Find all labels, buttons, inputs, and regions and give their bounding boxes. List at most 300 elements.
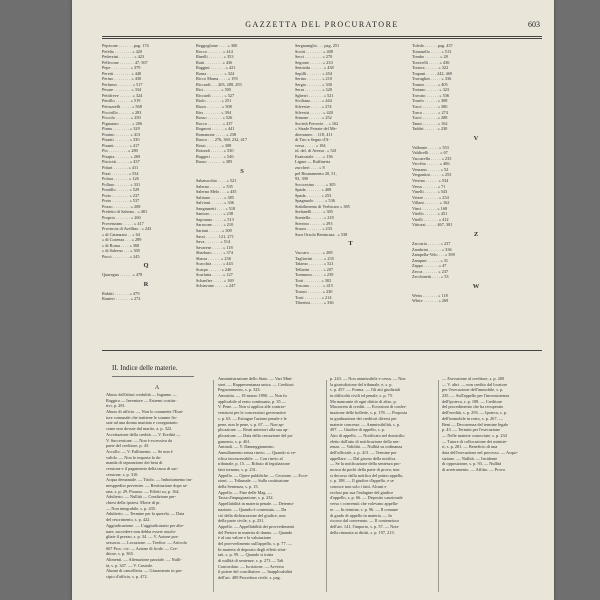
page-header bbox=[102, 20, 542, 34]
index-entry: Tosti . . . . . . . . » 214 bbox=[295, 294, 332, 300]
materie-line: — Esecuzione al creditore, s. p. 200 bbox=[442, 376, 505, 381]
materie-line: Appellabilità in materia penale. — Determi- bbox=[218, 501, 295, 507]
materie-column-2 bbox=[218, 376, 322, 594]
materie-line: cessione e il pagamento della tassa di suc- bbox=[106, 465, 179, 471]
letter-heading: S bbox=[240, 168, 244, 176]
materie-line: del rescrimento, s. p. 422. bbox=[106, 517, 151, 523]
index-entry: Vitelli . . . . . . . » 412 bbox=[412, 216, 449, 222]
materie-line: di grado di appello in materia. — In bbox=[330, 512, 392, 518]
index-entry: Soccorsino . . . . . » 305 bbox=[295, 181, 336, 187]
materie-line: Adulterio. — Nullità — Condizione per- bbox=[106, 494, 177, 500]
materie-line: mazione delle bollette, s. p. 178. — Proposta bbox=[330, 410, 408, 416]
index-entry: Taddei . . . . . . » 230 bbox=[412, 126, 448, 132]
index-entry: Silvestri . . . . . . » 420 bbox=[295, 109, 333, 115]
materie-line: Acqua demaniale. — Titolo. — Imbottamento im- bbox=[106, 477, 193, 483]
index-entry: Romanone . . . . . » 238 bbox=[196, 131, 237, 137]
materie-line: sessoria. — Locazione. — Tredice. — Articolo bbox=[106, 539, 188, 545]
index-entry: Piccolo . . . . . . . » 250 bbox=[102, 115, 141, 121]
index-entry: Toledo . . . . . . pag. 437 bbox=[412, 43, 453, 48]
materie-line: — Tutore di collocazione dei ministe- bbox=[442, 438, 508, 444]
index-entry: Semioda . . . . . . » 438 bbox=[295, 65, 334, 71]
materie-line: Alimenti. — Alienazione parziale. — Nulli- bbox=[106, 556, 182, 562]
index-entry: Villani . . . . . . . » 162 bbox=[412, 200, 450, 206]
materie-line: tore comunale che trattiene le somme fis- bbox=[106, 414, 178, 420]
index-entry: Pollaro . . . . . . . » 331 bbox=[102, 181, 141, 187]
index-entry: Zecchinetti . . . . » 53 bbox=[412, 274, 449, 280]
index-entry: Sava . . . . . . . » 514 bbox=[196, 239, 231, 245]
index-entry: Quaregna . . . . . . » 478 bbox=[102, 272, 143, 278]
materie-column-3 bbox=[330, 376, 434, 594]
letter-heading: A bbox=[154, 385, 160, 391]
index-entry: Vetere . . . . . . . » 254 bbox=[412, 194, 449, 200]
materie-line: Abuso dell'altrui credulità — Inganno — bbox=[106, 392, 177, 397]
index-entry: Turco . . . . . . . » 274 bbox=[412, 109, 448, 115]
materie-line: si decorso dalla notifica del primo appello, bbox=[330, 472, 404, 478]
materie-line: la giurisdizione del tribunale, e, s. p. bbox=[330, 381, 393, 387]
index-entry: Rizzo . . . . . . . » 508 bbox=[196, 104, 232, 110]
index-entry: Vittozzi . . . . . 467, 381 bbox=[412, 222, 453, 228]
index-entry: Tucci . . . . . . . » 288 bbox=[412, 115, 448, 121]
materie-line: gliate il prezzo, s. p. 34. — V. Azione pos- bbox=[106, 534, 179, 540]
materie-line: dell'ufficiale, s. p. 413. — Termine per bbox=[330, 449, 397, 455]
index-entry: Sbarbaro . . . . . » 374 bbox=[196, 250, 233, 256]
materie-line: applicabile al reato continuato, p. 35 — bbox=[218, 398, 287, 404]
index-entry: Rotondi . . . . . . » 530 bbox=[196, 148, 234, 154]
index-entry: Tomasello . . . . . » 513 bbox=[412, 48, 452, 54]
letter-heading: R bbox=[143, 280, 149, 288]
index-entry: Travaglini . . . . . » 336 bbox=[412, 76, 452, 82]
materie-line: fatti tornano, s. p. 231. bbox=[218, 467, 257, 472]
index-entry: » di Roma . . . . » 368 bbox=[102, 242, 140, 248]
column-divider bbox=[438, 380, 439, 592]
index-entry: Siciliano . . . . . » 444 bbox=[295, 98, 332, 104]
index-entry: Petrillo . . . . . . . » 519 bbox=[102, 98, 141, 104]
index-entry: Prefetto di Salerno . » 481 bbox=[102, 209, 148, 215]
name-index-column-3 bbox=[295, 43, 406, 343]
name-index-column-4 bbox=[412, 43, 540, 343]
materie-line: rifica inconcessibile. — Con rinvio al bbox=[218, 455, 283, 461]
index-entry: Polara . . . . . . . » 126 bbox=[102, 176, 139, 182]
materie-line: tribunale, p. 15. — Rifiuto di legislazione bbox=[218, 461, 290, 467]
letter-heading: Z bbox=[473, 230, 479, 238]
materie-line: Concordato. — Iscrizione. — Avverso bbox=[218, 563, 285, 569]
materie-line: cessione, s. p. 310. bbox=[106, 471, 139, 477]
index-entry: Ranieri . . . . . . . » 272 bbox=[102, 296, 141, 302]
materie-line: tenza. — Validità. — Nullità su ordinanza bbox=[330, 444, 403, 450]
materie-line: Amnistia. — 18 marzo 1890. — Non fu bbox=[218, 393, 287, 399]
materie-line: Alunni di cancelleria. — Giuramento in pro- bbox=[106, 568, 183, 574]
materie-line: Ma mancante di ogni diritto di altro, p. bbox=[330, 398, 397, 404]
materie-line: V. Pene. — Non si applica alle contrav- bbox=[218, 404, 287, 410]
index-entry: Riccardi . . . 203, 288, 293 bbox=[196, 81, 242, 87]
materie-line: pene, non le pene, s. p. 67. — Non ap- bbox=[218, 421, 285, 427]
index-entry: Weiss . . . . . . . » 118 bbox=[412, 292, 448, 298]
index-entry: Spada . . . . . . . » 253 bbox=[295, 192, 332, 198]
index-entry: Piccirillo . . . . . . » 283 bbox=[102, 109, 142, 115]
index-entry: Ruoco . . . 276, 369, 232, 417 bbox=[196, 137, 247, 143]
index-entry: Sergio . . . . . . . » 330 bbox=[295, 81, 332, 87]
index-entry: Vaccaro . . . . . . » 208 bbox=[295, 250, 333, 256]
materie-line: — Non integrabile, s. p. 435. bbox=[106, 505, 157, 511]
index-entry: Pittari . . . . . . . » 411 bbox=[102, 165, 139, 171]
materie-line: Beni — Decorrenza del termine legale bbox=[442, 421, 509, 427]
materie-line: parte del creditore, p. 43. bbox=[106, 443, 150, 449]
index-entry: Rinelli . . . . . . . » 353 bbox=[196, 54, 234, 60]
materie-line: Appello. — Appellabilità dei provvedimenti bbox=[218, 523, 295, 529]
index-entry: Ruggeri . . . . . . » 546 bbox=[196, 153, 234, 159]
index-entry: Rici . . . . . . . . » 505 bbox=[196, 87, 232, 93]
index-entry: Pignataro . . . . . . » 206 bbox=[102, 120, 143, 126]
materie-line: di nullità di sentenze, s. p. 273 — Tali bbox=[218, 558, 284, 563]
materie-line: conosce non solo i fatti. Alcuni e bbox=[330, 484, 387, 490]
index-entry: Porto . . . . . . . . » 237 bbox=[102, 192, 140, 198]
materie-line: del Pretore in materia di danno. — Quando bbox=[218, 529, 293, 535]
index-entry: Tranzo . . . . . . » 405 bbox=[412, 81, 448, 87]
materie-line: Accollo. — V. Fallimento. — Se non è bbox=[106, 448, 173, 454]
materie-line: s. p. 457. — Forma. — Gli atti giudiziali bbox=[330, 387, 401, 393]
materie-line: dell'art. 489 Procedura civile, s. pag. bbox=[218, 575, 281, 581]
index-entry: Pisanù . . . . . . . » 417 bbox=[102, 142, 140, 148]
materie-line: è al suo valore e la valutazione bbox=[218, 535, 271, 541]
materie-line: valido. — Non lo importa la do- bbox=[106, 454, 162, 460]
index-entry: Zampella-Velo . . . » 398 bbox=[412, 252, 455, 258]
page-title: GAZZETTA DEL PROCURATORE bbox=[245, 20, 399, 29]
index-entry: Vaccarella . . . . . » 235 bbox=[412, 155, 452, 161]
materie-line: data dell'esecuzione nel processo. — Acqui- bbox=[442, 449, 518, 455]
column-divider bbox=[326, 380, 327, 592]
index-entry: Tommaso . . . . . » 239 bbox=[295, 272, 334, 278]
letter-heading: Q bbox=[143, 262, 149, 270]
materie-line: esclusi pur sua l'indagine del giudice bbox=[330, 489, 394, 495]
index-entry: Tagliavini . . . . . » 235 bbox=[295, 255, 334, 261]
index-entry: Tombo . . . . . . . » 28 bbox=[412, 54, 448, 60]
name-index-column-1 bbox=[102, 43, 190, 343]
index-entry: Peretti . . . . . . . . » 440 bbox=[102, 70, 142, 76]
materie-line: mesppedito pervenire. — Restituzione dopo se- bbox=[106, 483, 188, 488]
index-entry: Spada . . . . . . . » 408 bbox=[295, 187, 332, 193]
index-entry: Pontillo . . . . . . » 529 bbox=[102, 187, 140, 193]
index-entry: Società Ferrovie . . » 162 bbox=[295, 120, 339, 126]
index-entry: Pucci . . . . . . . . » 245 bbox=[102, 253, 140, 259]
index-entry: Rossi . . . . . . . » 308 bbox=[196, 142, 232, 148]
index-entry: Pozzo . . . . . . . . » 208 bbox=[102, 203, 141, 209]
index-entry: Ricco Marna . . . . » 193 bbox=[196, 76, 238, 82]
index-entry: zuccheri . . . . » 8 bbox=[295, 165, 325, 171]
index-entry: Simone . . . . . . » 252 bbox=[295, 115, 332, 121]
materie-line: zioni. — Tribunale. — Sulla costituzione bbox=[218, 478, 289, 484]
materie-line: Raggiro — Inventore — Estremi costitu- bbox=[106, 397, 177, 403]
index-entry: Porto . . . . . . . . » 537 bbox=[102, 198, 140, 204]
materie-line: V. Successione. — Non è eccessiva da bbox=[106, 437, 173, 443]
materie-line: per l'esecuzione dell'immobile, s. p. bbox=[442, 387, 504, 393]
materie-line: materie concesse. — Ammissibilità, s. p. bbox=[330, 421, 401, 427]
index-entry: Pisciotti . . . . . . » 437 bbox=[102, 159, 140, 165]
materie-line: chiesi della ipotesi. Morte di pi. bbox=[106, 500, 161, 506]
page-number: 603 bbox=[528, 20, 540, 29]
index-entry: Valbonte . . . . . » 553 bbox=[412, 144, 449, 150]
index-entry: Santoro . . . . . . » 238 bbox=[196, 211, 233, 217]
index-entry: Provincia di Avellino . » 243 bbox=[102, 226, 152, 232]
materie-line: eletto dall'atto di notificazione della sen- bbox=[330, 438, 400, 444]
index-entry: Serino . . . . . . . » 210 bbox=[295, 76, 332, 82]
materie-line: Macrorem di crediti. — Eccezioni di confer- bbox=[330, 404, 407, 410]
index-entry: Scotti . . . . . . . . » 408 bbox=[295, 48, 333, 54]
index-entry: versa . . . . . » 184 bbox=[295, 142, 326, 148]
index-entry: Pisapia . . . . . . . » 269 bbox=[102, 153, 141, 159]
index-entry: Secci . . . . . . . . » 270 bbox=[295, 54, 333, 60]
index-entry: Sabatucchio . . . . » 521 bbox=[196, 178, 237, 184]
index-entry: Petruzzelli . . . . . » 568 bbox=[102, 104, 142, 110]
materie-line: di arretramento. — Affitto. — Prova bbox=[442, 467, 505, 472]
index-entry: 93, 390 bbox=[295, 176, 308, 182]
materie-line: Appello. — Fine delle Mag. — bbox=[218, 489, 272, 495]
materie-line: nare, succedere non debba essere assolo- bbox=[106, 528, 177, 534]
index-entry: Proprio . . . . . . . » 260 bbox=[102, 214, 141, 220]
index-entry: Schiavone . . . . . » 247 bbox=[196, 283, 236, 289]
index-entry: Riccardi . . . . . . » 527 bbox=[196, 92, 235, 98]
materie-line: re. — In termine, s. p. 96. — Il comune bbox=[330, 506, 399, 512]
materie-line: Aggiudicazione. — L'aggiudicatario per alie- bbox=[106, 522, 184, 528]
materie-line: — V. altri. — non credito dal locatore bbox=[442, 381, 508, 387]
materie-line: della Sentenza, s. p. 15. bbox=[218, 484, 259, 490]
index-entry: Perino . . . . . . . . » 430 bbox=[102, 76, 142, 82]
index-entry: Pellecone . . . . . . . 47, 567 bbox=[102, 59, 148, 65]
index-entry: Trovato . . . . . . » 536 bbox=[412, 92, 450, 98]
index-entry: Savarese . . . . . » 118 bbox=[196, 244, 233, 250]
index-entry: Tucci . . . . . . . » 380 bbox=[412, 104, 448, 110]
index-entry: Vitello . . . . . . » 451 bbox=[412, 211, 448, 217]
index-entry: Zampini . . . . . . » 31 bbox=[412, 257, 449, 263]
index-entry: » di Salerno . . . » 305 bbox=[102, 248, 140, 254]
index-entry: Sbarra . . . . . . » 236 bbox=[196, 255, 231, 261]
index-entry: Stefanelli . . . . . » 305 bbox=[295, 209, 333, 215]
index-entry: Scarfatta . . . . . » 127 bbox=[196, 272, 233, 278]
index-entry: Vinci . . . . . . . » 168 bbox=[412, 205, 448, 211]
index-entry: Reggoglione . . . . » 300 bbox=[196, 43, 238, 48]
materie-column-1 bbox=[106, 384, 208, 594]
index-entry: Pefelio . . . . . . . . » 420 bbox=[102, 48, 143, 54]
materie-line: plicazione. — Data della cessazione del pa- bbox=[218, 432, 294, 438]
materie-line: verso i convenuti che volevano appella- bbox=[330, 501, 399, 507]
index-entry: Zecca . . . . . . . » 237 bbox=[412, 268, 449, 274]
name-index-column-2 bbox=[196, 43, 288, 343]
index-entry: Tibertini . . . . . . » 336 bbox=[295, 300, 334, 306]
index-entry: Suor Orsola Benincasa . » 538 bbox=[295, 231, 348, 237]
column-divider bbox=[213, 380, 214, 592]
materie-line: in graduazione dei creditori diversi per bbox=[330, 415, 397, 421]
materie-line: Abuso di ufficio. — Non lo commette l'Esat- bbox=[106, 409, 184, 415]
index-entry: Pepe . . . . . . . . . » 379 bbox=[102, 65, 141, 71]
index-entry: id. del. di Aversa . » 541 bbox=[295, 148, 337, 154]
index-entry: Esattoriale . . . . » 136 bbox=[295, 153, 333, 159]
header-rule-thin bbox=[102, 38, 542, 39]
materie-line: della parte civile, s. p. 231. bbox=[218, 518, 265, 524]
index-entry: Saracone . . . . . » 210 bbox=[196, 222, 234, 228]
materie-line: Appello. — Opere pubbliche. — Cessione. — Ecce- bbox=[218, 472, 309, 478]
index-entry: Segrone . . . . . . » 233 bbox=[295, 59, 333, 65]
index-entry: Scarpa . . . . . . » 240 bbox=[196, 266, 232, 272]
materie-line: in difficoltà civili ed penale, s. p. 75. bbox=[330, 393, 394, 399]
index-entry: Spagnuolo . . . . . » 536 bbox=[295, 198, 335, 204]
materie-line: 497. — Giudice di appello, s. p. bbox=[330, 427, 385, 433]
materie-line: sizione. — Nullità. — Incidente bbox=[442, 455, 498, 461]
index-entry: Sergnaniglio . . . pag. 251 bbox=[295, 43, 340, 48]
index-entry: Rabitti . . . . . . . » 479 bbox=[102, 290, 140, 296]
index-entry: Zambrini . . . . . . » 336 bbox=[412, 246, 452, 252]
materie-line: Animali. — V. Danneggiamento. bbox=[218, 444, 275, 450]
index-entry: Valdicelli . . . . . » 67 bbox=[412, 150, 448, 156]
materie-line: mossa da pochi della parte di prova, non bbox=[330, 467, 400, 472]
letter-heading: W bbox=[472, 282, 480, 290]
materie-line: Annullamento senza rinvio. — Quando si ve- bbox=[218, 449, 297, 455]
index-entry: Scacchia . . . . . » 443 bbox=[196, 261, 233, 267]
materie-line: gamento, s. p. 461. bbox=[218, 438, 251, 444]
index-entry: Saponaro . . . . . » 513 bbox=[196, 216, 234, 222]
index-entry: Pisanti . . . . . . . » 330 bbox=[102, 137, 140, 143]
index-entry: Rocca . . . . . . . » 237 bbox=[196, 120, 233, 126]
materie-line: venzioni per le concessioni governative bbox=[218, 410, 287, 416]
index-entry: Trapani . . . . . 242, 469 bbox=[412, 70, 453, 76]
materie-line: del provvedimento sull'appello, s. p. 77. — bbox=[218, 540, 293, 546]
index-entry: Verrina . . . . . . » 534 bbox=[412, 178, 449, 184]
index-entry: Petitfreve . . . . . . » 324 bbox=[102, 92, 143, 98]
index-entry: Salerno . . . . . . » 535 bbox=[196, 183, 233, 189]
index-entry: Roma . . . . . . . . » 324 bbox=[196, 70, 235, 76]
materie-line: Adulterio. — Termine per la querela. — Data bbox=[106, 511, 185, 517]
index-entry: Tellarini . . . . . . » 207 bbox=[295, 266, 334, 272]
index-entry: Sartani . . . . . . » 309 bbox=[196, 227, 232, 233]
index-entry: Troiano . . . . . . » 323 bbox=[412, 87, 450, 93]
index-entry: Vinelli . . . . . . » 543 bbox=[412, 189, 448, 195]
index-entry: Rognoni . . . . . . » 441 bbox=[196, 126, 235, 132]
materie-line: manda di separazione dei beni di bbox=[106, 460, 163, 466]
materie-line: Amministrazione dello Stato. — Vari Mini- bbox=[218, 376, 293, 381]
index-entry: Tronfo . . . . . . » 308 bbox=[412, 98, 448, 104]
index-entry: di Tiro a Segno d'A- bbox=[295, 137, 330, 143]
index-entry: Tanni . . . . . . . » 162 bbox=[412, 120, 448, 126]
section-rule bbox=[102, 350, 542, 351]
materie-line: ri, s. p. 281. — Beneficio di una bbox=[442, 444, 498, 450]
index-entry: Russo . . . . . . . » 385 bbox=[196, 159, 233, 165]
index-entry: Venzano . . . . . . » 52 bbox=[412, 166, 449, 172]
materie-line: appellare. — Dal giorno della notifica bbox=[330, 455, 396, 461]
materie-line: s. p. 188. — Il giudice d'appello, e se bbox=[330, 478, 394, 484]
materie-line: Atto di appello. — Notificato nel domicilio bbox=[330, 432, 405, 438]
materie-line: — Se la notificazione della sentenza pro- bbox=[330, 461, 401, 467]
index-entry: Pesare . . . . . . . . » 334 bbox=[102, 87, 142, 93]
materie-line: tà, s. p. 347. — V. Custode. bbox=[106, 562, 154, 568]
materie-line: rata, s. p. 29. Pioasso. — Effetti su, p. 164. bbox=[106, 488, 180, 494]
materie-line: nazione. — Quando è contestata. — Da bbox=[218, 506, 287, 512]
index-entry: Sangrunetti . . . . » 518 bbox=[196, 205, 236, 211]
index-entry: Rocco . . . . . . . » 414 bbox=[196, 48, 233, 54]
index-entry: Sepilli . . . . . . . » 454 bbox=[295, 70, 333, 76]
materie-line: come non dovute dal marito, a. p. 322. bbox=[106, 426, 173, 432]
index-entry: Pinna . . . . . . . . » 329 bbox=[102, 126, 140, 132]
materie-line: del procedimento che ha recuperato bbox=[442, 404, 504, 410]
index-entry: Schaefter . . . . . » 169 bbox=[196, 277, 234, 283]
index-entry: Toscano . . . . . . » 415 bbox=[295, 283, 333, 289]
materie-line: di opposizione, s. p. 93. — Nullità bbox=[442, 461, 502, 467]
materie-line: s. p. 63. — Estingue l'azione penale e le bbox=[218, 415, 287, 421]
index-entry: Silvestre . . . . . » 274 bbox=[295, 104, 332, 110]
materie-line: steri. — Rappresentanza unica. — Creditori. bbox=[218, 381, 295, 387]
materie-line: p. 43. — Termini per l'esecuzione bbox=[442, 427, 501, 433]
index-entry: Pepicone . . . . . . . pag. 174 bbox=[102, 43, 149, 48]
index-entry: Vessa . . . . . . . » 71 bbox=[412, 183, 446, 189]
letter-heading: T bbox=[348, 240, 353, 248]
index-entry: Tortora . . . . . . » 322 bbox=[412, 65, 449, 71]
materie-line: ciò della dichiarazione del giudice, non bbox=[218, 512, 286, 518]
index-entry: Torti . . . . . . . . » 302 bbox=[295, 277, 332, 283]
index-entry: Ligure — Raffineria bbox=[295, 159, 331, 165]
index-entry: Provenzano . . . . . » 417 bbox=[102, 220, 144, 226]
materie-line: Accettazione della credità. — V. Eredità — bbox=[106, 431, 181, 437]
materie-line: sate ad una donna maritata e cosegnatario bbox=[106, 420, 178, 426]
index-entry: Riolo . . . . . . . » 251 bbox=[196, 98, 232, 104]
index-entry: » di Catanzaro . . » 64 bbox=[102, 231, 140, 237]
materie-line: — Nelle materie conosciute, s. p. 234 bbox=[442, 432, 507, 438]
index-entry: pel Risanamento 20, 51, bbox=[295, 170, 337, 176]
index-entry: Piraino . . . . . . . » 413 bbox=[102, 131, 141, 137]
materie-line: In materia di deposito degli effetti sfrat- bbox=[218, 546, 287, 552]
index-entry: Tosoni . . . . . . . » 230 bbox=[295, 288, 333, 294]
index-entry: White . . . . . . . » 269 bbox=[412, 298, 449, 304]
materie-line: cipio d'ufficio, s. p. 472. bbox=[106, 574, 148, 579]
materie-line: p. 243. — Non ammissibile e cessa. — Non bbox=[330, 376, 406, 381]
header-rule bbox=[102, 36, 542, 37]
index-entry: Salvioni . . . . . . » 336 bbox=[196, 200, 234, 206]
materie-line: dell'art. 141, l'importo, s. p. 57. — Note bbox=[330, 523, 399, 529]
index-entry: Raggini . . . . . . . » 421 bbox=[196, 65, 236, 71]
materie-line: dell'immobile in reato, s. p. 267. — bbox=[442, 415, 503, 421]
materie-line: della rinunzia ai diritti, s. p. 197, 213. bbox=[330, 529, 395, 535]
index-entry: diterraneo . . 118, 411 bbox=[295, 131, 333, 137]
index-entry: Stabilimento di Verbicaro » 385 bbox=[295, 203, 350, 209]
index-entry: » di Cosenza . . . » 289 bbox=[102, 237, 142, 243]
index-entry: Sterrino . . . . . . » 293 bbox=[295, 220, 333, 226]
materie-line: 667 Proc. civ. — Azione di frode. — Cre- bbox=[106, 545, 178, 551]
index-entry: Pio . . . . . . . . . » 280 bbox=[102, 148, 138, 154]
materie-line: tivi, p. 281. bbox=[106, 403, 126, 409]
index-entry: Pizzi . . . . . . . . » 534 bbox=[102, 170, 139, 176]
index-entry: Salinaro . . . . . . » 385 bbox=[196, 194, 234, 200]
materie-line: tati, s. p. 99. — Quando si tratta bbox=[218, 552, 274, 558]
letter-heading: V bbox=[473, 134, 479, 142]
document-page bbox=[72, 0, 554, 600]
index-entry: Ratti . . . . . . . . » 436 bbox=[196, 59, 233, 65]
materie-line: ditore, s. p. 365. bbox=[106, 551, 134, 557]
index-entry: Rosso . . . . . . . » 526 bbox=[196, 115, 233, 121]
index-entry: Rirs . . . . . . . . » 394 bbox=[196, 109, 232, 115]
index-entry: Sturzo . . . . . . . » 233 bbox=[295, 226, 332, 232]
index-entry: Zappa . . . . . . . » 47 bbox=[412, 263, 447, 269]
materie-line: d'appello, s. p. 66. — Deposito cauzionale bbox=[330, 495, 403, 501]
index-entry: Torricelli . . . . . » 436 bbox=[412, 59, 450, 65]
index-entry: Sassi . . . . . . 121, 271 bbox=[196, 233, 234, 239]
materie-line: Tassa d'impugnazione, s. p. 232. bbox=[218, 495, 274, 501]
materie-line: dell'ipoteca, s. p. 188. — Creditore bbox=[442, 398, 503, 404]
index-entry: Vecchio . . . . . . » 406 bbox=[412, 161, 450, 167]
index-entry: Vergantini . . . . . » 253 bbox=[412, 172, 452, 178]
index-entry: Perfumo . . . . . . . » 517 bbox=[102, 81, 143, 87]
materie-column-4 bbox=[442, 376, 540, 594]
materie-line: Pegnoramento, s. p. 323. bbox=[218, 387, 261, 393]
index-entry: Sgherri . . . . . . . » 521 bbox=[295, 92, 334, 98]
index-entry: Pederzini . . . . . . . » 423 bbox=[102, 54, 145, 60]
index-entry: Stentella . . . . . . » 218 bbox=[295, 214, 334, 220]
index-entry: » Strade Ferrate del Me- bbox=[295, 126, 337, 132]
